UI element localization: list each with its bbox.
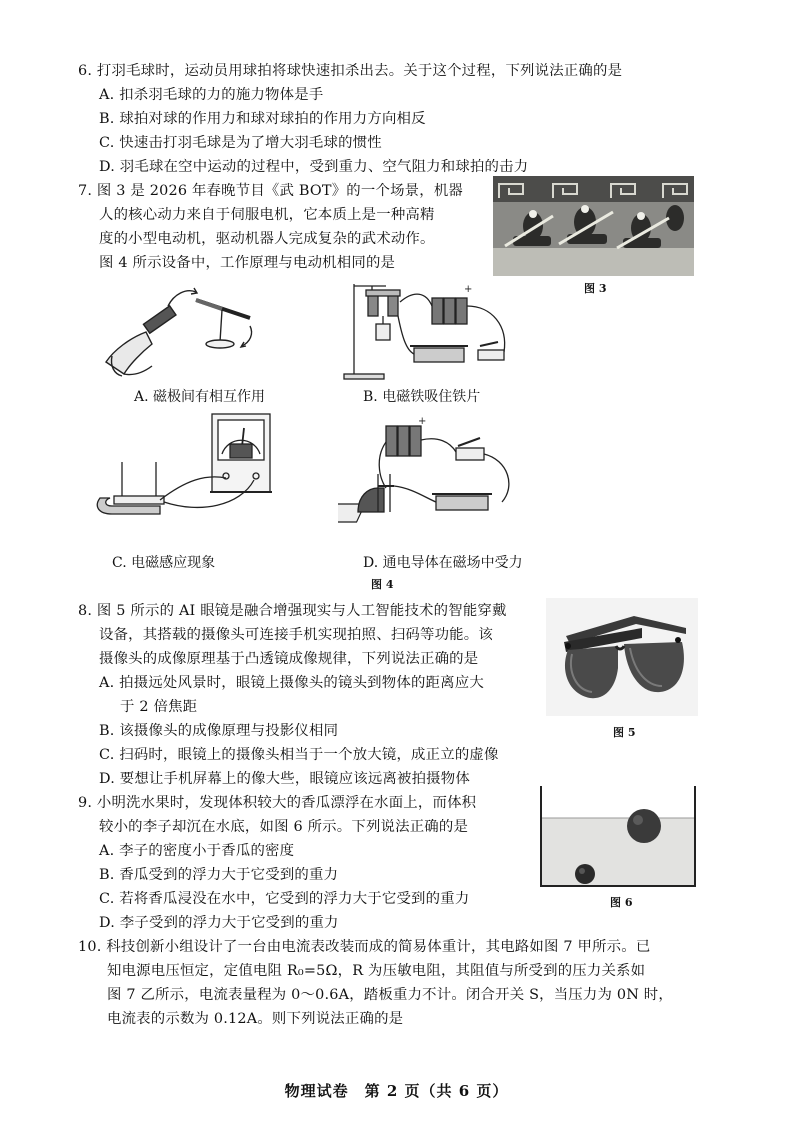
q8-option-d: D. 要想让手机屏幕上的像大些，眼镜应该远离被拍摄物体: [99, 771, 470, 787]
figure-4b-electromagnet-diagram: [342, 276, 522, 384]
q9-option-c: C. 若将香瓜浸没在水中，它受到的浮力大于它受到的重力: [99, 891, 470, 907]
figure-3-photo: [493, 176, 694, 276]
figure-4d-label: D. 通电导体在磁场中受力: [363, 555, 523, 571]
q10-line-4: 电流表的示数为 0.12A。则下列说法正确的是: [107, 1011, 404, 1027]
q7-line-3: 度的小型电动机，驱动机器人完成复杂的武术动作。: [99, 231, 435, 247]
figure-4a-magnet-diagram: [100, 276, 270, 396]
figure-4c-induction-diagram: [90, 410, 280, 522]
q8-line-1: 8. 图 5 所示的 AI 眼镜是融合增强现实与人工智能技术的智能穿戴: [78, 603, 507, 619]
q6-stem: 6. 打羽毛球时，运动员用球拍将球快速扣杀出去。关于这个过程，下列说法正确的是: [78, 63, 623, 79]
q7-line-1: 7. 图 3 是 2026 年春晚节目《武 BOT》的一个场景，机器: [78, 183, 464, 199]
svg-text:+: +: [418, 416, 427, 427]
figure-5-ai-glasses-photo: [546, 598, 698, 716]
q6-option-b: B. 球拍对球的作用力和球对球拍的作用力方向相反: [99, 111, 426, 127]
figure-6-fruits-in-water: [538, 786, 698, 890]
q8-line-3: 摄像头的成像原理基于凸透镜成像规律，下列说法正确的是: [99, 651, 479, 667]
q7-line-2: 人的核心动力来自于伺服电机，它本质上是一种高精: [99, 207, 435, 223]
q6-option-c: C. 快速击打羽毛球是为了增大羽毛球的惯性: [99, 135, 382, 151]
figure-6-caption: 图 6: [610, 896, 633, 909]
q6-option-d: D. 羽毛球在空中运动的过程中，受到重力、空气阻力和球拍的击力: [99, 159, 529, 175]
q9-option-b: B. 香瓜受到的浮力大于它受到的重力: [99, 867, 339, 883]
q8-option-b: B. 该摄像头的成像原理与投影仪相同: [99, 723, 339, 739]
q8-option-c: C. 扫码时，眼镜上的摄像头相当于一个放大镜，成正立的虚像: [99, 747, 499, 763]
figure-3-caption: 图 3: [584, 282, 607, 295]
q9-option-d: D. 李子受到的浮力大于它受到的重力: [99, 915, 339, 931]
q8-option-a-cont: 于 2 倍焦距: [120, 699, 198, 715]
figure-4a-label: A. 磁极间有相互作用: [134, 389, 266, 405]
q9-line-1: 9. 小明洗水果时，发现体积较大的香瓜漂浮在水面上，而体积: [78, 795, 477, 811]
q9-line-2: 较小的李子却沉在水底，如图 6 所示。下列说法正确的是: [99, 819, 469, 835]
figure-4c-label: C. 电磁感应现象: [112, 555, 216, 571]
q6-option-a: A. 扣杀羽毛球的力的施力物体是手: [99, 87, 324, 103]
q10-line-2: 知电源电压恒定，定值电阻 R₀=5Ω，R 为压敏电阻，其阻值与所受到的压力关系如: [107, 963, 646, 979]
q10-line-1: 10. 科技创新小组设计了一台由电流表改装而成的简易体重计，其电路如图 7 甲所示。已: [78, 939, 651, 955]
q9-option-a: A. 李子的密度小于香瓜的密度: [99, 843, 295, 859]
figure-4b-label: B. 电磁铁吸住铁片: [363, 389, 481, 405]
figure-4d-motor-principle-diagram: [338, 416, 528, 536]
q8-option-a: A. 拍摄远处风景时，眼镜上摄像头的镜头到物体的距离应大: [99, 675, 484, 691]
q8-line-2: 设备，其搭载的摄像头可连接手机实现拍照、扫码等功能。该: [99, 627, 493, 643]
q7-line-4: 图 4 所示设备中，工作原理与电动机相同的是: [99, 255, 396, 271]
figure-4-caption: 图 4: [371, 578, 394, 591]
q10-line-3: 图 7 乙所示，电流表量程为 0～0.6A，踏板重力不计。闭合开关 S，当压力为 0N 时，: [107, 987, 673, 1003]
figure-5-caption: 图 5: [613, 726, 636, 739]
svg-text:+: +: [464, 284, 473, 295]
page-footer: 物理试卷 第 2 页（共 6 页）: [284, 1082, 509, 1100]
